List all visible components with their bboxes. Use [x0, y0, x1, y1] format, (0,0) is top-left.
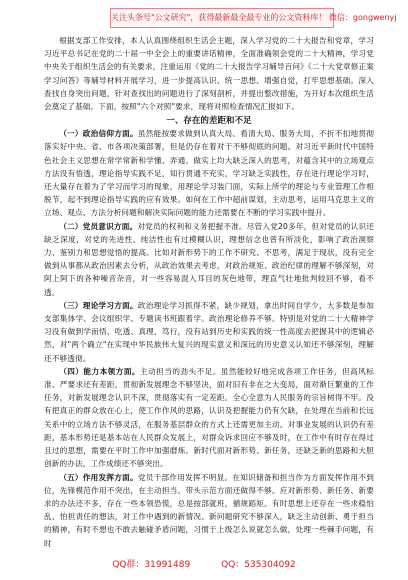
- item-text: 党员干部作用发挥不明显。在知识储备和担当作为方面发挥作用不到位，先锋模范作用不突出，在主动担当、带头示范方面还做得不够。应对新形势、新任务、新要求的办法还不多，存在一些本领恐慌，总是按部就班，循规蹈矩。有时思想上还存在一些求稳怕乱、怕担责任的想法，对工作中遇到的新情况、新问题研究不够深入，缺乏主动创新、勇于担当的精神，有时不想也不敢去触碰矛盾问题，习惯于上级怎么说就怎么做，处理一些棘手问题，有时: [44, 472, 374, 548]
- item-lead: （五）作用发挥方面。: [59, 472, 138, 482]
- item-paragraph: [44, 220, 374, 299]
- item-lead: （一）政治信仰方面。: [59, 129, 138, 139]
- item-lead: （三）理论学习方面。: [59, 300, 138, 310]
- contact-footer: [0, 558, 408, 572]
- promo-banner: 关注头条号"公文研究"，获得最新最全最专业的公文资料库！ 微信：gongwenyj: [110, 8, 334, 28]
- section-heading: 一、存在的差距和不足: [166, 115, 252, 126]
- item-text: 对党员的权利和义务把握不准。尽管入党20多年，但对党员的认识还缺乏深度，对党的先进性、纯洁性也有过模糊认识，理想信念也曾有所淡化，影响了政治洞察力、鉴别力和思想觉悟的提高。比如对新形势下的工作不研究、不思考，满足于现状，没有完全做到从事都从政治因素去分析，从政治效果去考虑，对政治规矩、政治纪律的理解不够深刻，对阿上阿下的各种噪音杂音，对一些容易混入耳目的灰色地带，理直气壮地批判较回不够，看不透。: [44, 221, 375, 297]
- qq-group-text: QQ群：31991489: [112, 560, 191, 570]
- document-body: [44, 34, 374, 550]
- qq-text: QQ：535304092: [221, 560, 296, 570]
- item-text: 主动担当的劲头不足。虽然能较好地完成各项工作任务，但高风标准、严要求还有差距，贯彻新发展理念不够坚决，面对旧有非在之大变局，面对渐巨繁重的工作任务，对新发展理念认识不深，贯彻落实有一定差距。全心全意为人民服务的宗旨树得不牢。没有把真正的群众放在心上，使工作作风的思路，认识及把握能力仍有欠缺，在处理在当前和长远关系中的立场方法不够灵活，在服务基层群众的方式上还需更加主动。对事业发展的认识仍有差距，基本形势还是基本站在人民群众发展上，对群众诉求回应不够及时，在工作中有时存在得过且过的思想，需要在平时工作中加强磨炼。新时代面对新形势、新任务，还缺乏新的思路和大胆创新的办法，工作成绩还不够突出。: [44, 366, 374, 469]
- item-lead: （四）能力本领方面。: [59, 366, 140, 376]
- item-text: 虽然能按要求做到认真大局、看清大局、服务大局，不折不扣地贯彻落实好中央、省、市各项决策部署，但是仍存在着对于不够彻底的问题。对习近平新时代中国特色社会主义思想在常学常新和学懂、弄通、做实上均大缺乏深入的思考，对蕴含其中的立场观点方法没有悟透，理论指导实践不足，知行贯通不充实，学习缺乏实践性，存在进行理论学习时，还大量存在着为了学习而学习的现象，用理论学习装门面，实际上所学的理论与专业管理工作相脱节，起不到理论指导实践的应有效果。如何在工作中超前谋划，主动思考，运用马克思主义的立场、观点、方法分析问题和解决实际问题的能力还需要在不断的学习实践中提升。: [44, 129, 374, 218]
- item-paragraph: [44, 365, 374, 471]
- item-paragraph: [44, 471, 374, 550]
- intro-paragraph: 根据支部工作安排，本人认真围绕组织生活会主题，深入学习党的二十大报告和党章，学习习近平总书记在党的二十届一中全会上的重要讲话精神，全面准确领会党的二十大精神，学习党中央关于组织生活会的有关要求，注重运用《党的二十大报告学习辅导百问》《二十大党章修正案学习问答》等辅导材料开展学习，进一步提高认识、统一思想、增强自觉，打牢思想基础。深入查找自身突出问题，针对查找出的问题进行了深刻剖析，并提出整改措施，为开好本次组织生活会奠定了基础。下面，按照"六个对照"要求，现将对照检查情况汇报如下。: [44, 36, 374, 112]
- item-lead: （二）党员意识方面。: [59, 221, 138, 231]
- item-text: 政治理论学习抓得不紧，缺少规划，拿出时间自学少，大多数是参加支部集体学、会议组织学、专题读书班跟着学。政治理论修养不够。特别是对党的二十大精神学习没有做到学而悟、吃透、真理、笃行，没有站到历史和实践的统一性高度去把握其中的逻辑必然，对"两个确立"在实现中华民族伟大复兴的现实意义和深远的历史意义认知还不够深刻，理解还不够透彻。: [44, 300, 374, 363]
- item-paragraph: [44, 299, 374, 365]
- item-paragraph: [44, 127, 374, 219]
